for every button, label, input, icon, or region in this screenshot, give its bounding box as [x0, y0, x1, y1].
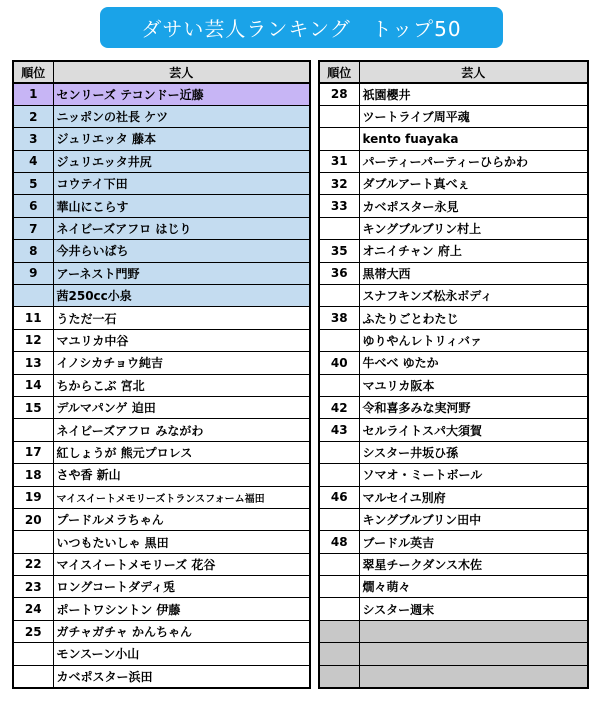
table-row	[13, 217, 310, 239]
rank-cell: 5	[13, 173, 53, 195]
name-cell: キングブルブリン田中	[359, 508, 588, 530]
name-cell: マイスイートメモリーズトランスフォーム福田	[53, 486, 310, 508]
name-cell: 黒帯大西	[359, 262, 588, 284]
table-row	[13, 285, 310, 307]
name-cell: センリーズ テコンドー近藤	[53, 83, 310, 105]
table-row	[319, 396, 588, 418]
rank-cell	[319, 217, 359, 239]
table-row	[319, 217, 588, 239]
rank-cell: 36	[319, 262, 359, 284]
name-cell: ニッポンの社長 ケツ	[53, 105, 310, 127]
table-row	[13, 83, 310, 105]
rank-cell: 17	[13, 441, 53, 463]
rank-cell: 2	[13, 105, 53, 127]
name-cell: ふたりごとわたじ	[359, 307, 588, 329]
name-cell: パーティーパーティーひらかわ	[359, 150, 588, 172]
name-cell: ポートワシントン 伊藤	[53, 598, 310, 620]
rank-cell: 38	[319, 307, 359, 329]
rank-cell: 19	[13, 486, 53, 508]
table-row	[13, 553, 310, 575]
name-cell: カベポスター永見	[359, 195, 588, 217]
name-cell: 翠星チークダンス木佐	[359, 553, 588, 575]
table-row	[13, 352, 310, 374]
rank-cell	[13, 665, 53, 687]
table-row	[319, 128, 588, 150]
table-row	[13, 598, 310, 620]
rank-cell	[13, 531, 53, 553]
table-row	[13, 105, 310, 127]
table-row	[319, 419, 588, 441]
rank-cell: 42	[319, 396, 359, 418]
name-cell: カベポスター浜田	[53, 665, 310, 687]
rank-cell: 23	[13, 576, 53, 598]
name-cell: イノシカチョウ純吉	[53, 352, 310, 374]
table-row	[319, 150, 588, 172]
table-row	[319, 374, 588, 396]
table-header	[13, 61, 310, 83]
rank-cell: 43	[319, 419, 359, 441]
name-cell: ソマオ・ミートボール	[359, 464, 588, 486]
name-cell: ツートライブ周平魂	[359, 105, 588, 127]
rank-cell: 22	[13, 553, 53, 575]
table-row	[319, 508, 588, 530]
rank-cell	[319, 441, 359, 463]
table-row	[13, 195, 310, 217]
rank-cell: 40	[319, 352, 359, 374]
table-row	[319, 531, 588, 553]
table-row	[319, 105, 588, 127]
rank-cell: 33	[319, 195, 359, 217]
table-row	[319, 441, 588, 463]
name-cell: 茜250cc小泉	[53, 285, 310, 307]
name-cell: 紅しょうが 熊元プロレス	[53, 441, 310, 463]
rank-cell: 9	[13, 262, 53, 284]
table-row	[319, 486, 588, 508]
rank-cell: 7	[13, 217, 53, 239]
table-row	[13, 486, 310, 508]
table-row	[319, 598, 588, 620]
table-row	[13, 329, 310, 351]
name-cell: キングブルブリン村上	[359, 217, 588, 239]
table-row	[319, 262, 588, 284]
ranking-table-right	[318, 60, 589, 689]
rank-cell	[319, 620, 359, 642]
name-cell: いつもたいしゃ 黒田	[53, 531, 310, 553]
rank-cell: 14	[13, 374, 53, 396]
rank-cell: 6	[13, 195, 53, 217]
name-cell: 令和喜多みな実河野	[359, 396, 588, 418]
table-row	[319, 352, 588, 374]
rank-cell: 11	[13, 307, 53, 329]
name-cell: ガチャガチャ かんちゃん	[53, 620, 310, 642]
name-cell: 華山にこらす	[53, 195, 310, 217]
table-row	[13, 374, 310, 396]
rank-cell: 20	[13, 508, 53, 530]
table-row	[319, 620, 588, 642]
rank-cell	[13, 285, 53, 307]
name-header: 芸人	[359, 61, 588, 83]
name-cell: シスター週末	[359, 598, 588, 620]
table-row	[13, 620, 310, 642]
table-row	[319, 173, 588, 195]
name-cell: ブードル英吉	[359, 531, 588, 553]
table-row	[319, 553, 588, 575]
name-cell: マイスイートメモリーズ 花谷	[53, 553, 310, 575]
rank-cell	[319, 374, 359, 396]
table-row	[319, 665, 588, 687]
table-row	[13, 531, 310, 553]
rank-header: 順位	[319, 61, 359, 83]
rank-cell: 18	[13, 464, 53, 486]
name-cell: ダブルアート真べぇ	[359, 173, 588, 195]
table-row	[13, 508, 310, 530]
table-row	[319, 464, 588, 486]
rank-cell	[319, 128, 359, 150]
table-row	[13, 464, 310, 486]
name-cell: 祇園櫻井	[359, 83, 588, 105]
name-cell	[359, 620, 588, 642]
rank-cell	[319, 643, 359, 665]
rank-cell	[319, 508, 359, 530]
name-cell: ロングコートダディ兎	[53, 576, 310, 598]
table-row	[319, 307, 588, 329]
rank-cell: 24	[13, 598, 53, 620]
name-cell: マルセイユ別府	[359, 486, 588, 508]
rank-cell: 25	[13, 620, 53, 642]
table-row	[13, 576, 310, 598]
name-cell: オニイチャン 府上	[359, 240, 588, 262]
name-cell: アーネスト門野	[53, 262, 310, 284]
table-row	[13, 150, 310, 172]
rank-cell: 35	[319, 240, 359, 262]
name-cell: うただ一石	[53, 307, 310, 329]
table-row	[319, 643, 588, 665]
table-row	[13, 665, 310, 687]
name-cell	[359, 643, 588, 665]
rank-cell: 3	[13, 128, 53, 150]
name-cell: ネイビーズアフロ はじり	[53, 217, 310, 239]
name-cell: ちからこぶ 宮北	[53, 374, 310, 396]
rank-cell	[319, 105, 359, 127]
name-cell: 今井らいぱち	[53, 240, 310, 262]
name-cell: ゆりやんレトリィバァ	[359, 329, 588, 351]
rank-cell	[319, 329, 359, 351]
rank-cell	[319, 665, 359, 687]
name-cell	[359, 665, 588, 687]
name-cell: セルライトスパ大須賀	[359, 419, 588, 441]
table-row	[319, 329, 588, 351]
rank-cell: 8	[13, 240, 53, 262]
rank-cell: 28	[319, 83, 359, 105]
name-cell: スナフキンズ松永ボディ	[359, 285, 588, 307]
table-row	[319, 195, 588, 217]
name-cell: 燗々萌々	[359, 576, 588, 598]
rank-cell: 46	[319, 486, 359, 508]
table-row	[13, 128, 310, 150]
table-row	[13, 643, 310, 665]
rank-cell	[319, 285, 359, 307]
rank-cell	[319, 553, 359, 575]
name-cell: マユリカ中谷	[53, 329, 310, 351]
name-cell: コウテイ下田	[53, 173, 310, 195]
rank-cell: 4	[13, 150, 53, 172]
rank-cell	[319, 464, 359, 486]
name-cell: ネイビーズアフロ みながわ	[53, 419, 310, 441]
table-row	[319, 83, 588, 105]
name-cell: 牛べべ ゆたか	[359, 352, 588, 374]
table-row	[13, 419, 310, 441]
rank-cell: 15	[13, 396, 53, 418]
table-row	[319, 285, 588, 307]
ranking-table-left	[12, 60, 311, 689]
name-cell: さや香 新山	[53, 464, 310, 486]
table-row	[319, 576, 588, 598]
rank-cell: 32	[319, 173, 359, 195]
table-row	[13, 240, 310, 262]
rank-cell: 13	[13, 352, 53, 374]
rank-cell	[13, 419, 53, 441]
rank-cell: 1	[13, 83, 53, 105]
name-cell: プードルメラちゃん	[53, 508, 310, 530]
table-header	[319, 61, 588, 83]
table-row	[13, 262, 310, 284]
name-cell: ジュリエッタ井尻	[53, 150, 310, 172]
rank-cell: 31	[319, 150, 359, 172]
name-header: 芸人	[53, 61, 310, 83]
name-cell: デルマパンゲ 迫田	[53, 396, 310, 418]
name-cell: モンスーン小山	[53, 643, 310, 665]
name-cell: シスター井坂ひ孫	[359, 441, 588, 463]
rank-cell	[319, 598, 359, 620]
table-row	[13, 441, 310, 463]
table-row	[13, 173, 310, 195]
rank-header: 順位	[13, 61, 53, 83]
name-cell: ジュリエッタ 藤本	[53, 128, 310, 150]
rank-cell	[319, 576, 359, 598]
table-row	[13, 396, 310, 418]
rank-cell: 12	[13, 329, 53, 351]
rank-cell	[13, 643, 53, 665]
name-cell: マユリカ阪本	[359, 374, 588, 396]
rank-cell: 48	[319, 531, 359, 553]
table-row	[13, 307, 310, 329]
page-title: ダサい芸人ランキング トップ50	[100, 7, 503, 48]
name-cell: kento fuayaka	[359, 128, 588, 150]
table-row	[319, 240, 588, 262]
